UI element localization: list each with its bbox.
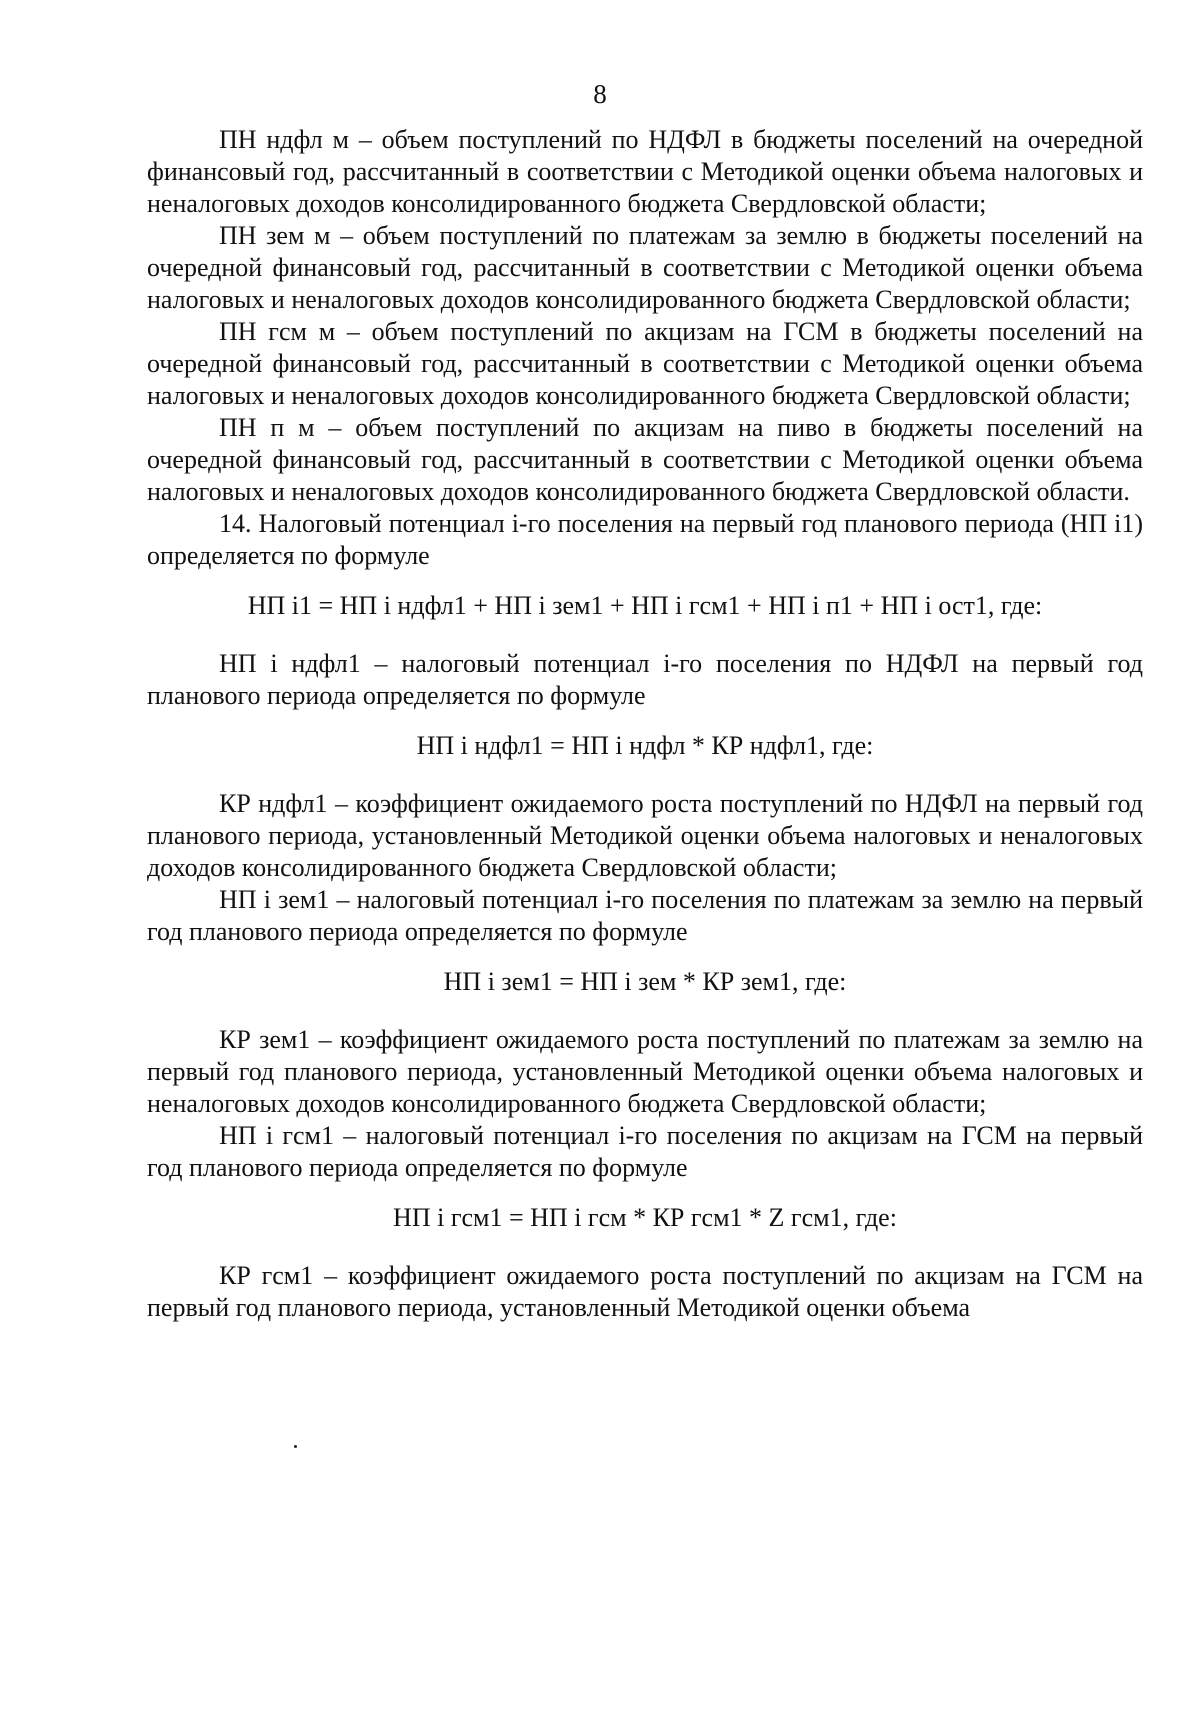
paragraph-kr-zem1: КР зем1 – коэффициент ожидаемого роста поступлений по платежам за землю на первый год планового периода, установленный Методикой оценки объема налоговых и неналоговых доходов консолидированного бюджета Свердловской области; xyxy=(147,1025,1143,1118)
formula-np-i1: НП i1 = НП i ндфл1 + НП i зем1 + НП i гсм1 + НП i п1 + НП i ост1, где: xyxy=(247,591,1043,620)
paragraph-kr-ndfl1: КР ндфл1 – коэффициент ожидаемого роста поступлений по НДФЛ на первый год планового периода, установленный Методикой оценки объема налоговых и неналоговых доходов консолидированного бюджета Свердловской области; xyxy=(147,789,1143,882)
page-number: 8 xyxy=(593,79,607,109)
formula-np-i-ndfl1: НП i ндфл1 = НП i ндфл * КР ндфл1, где: xyxy=(416,731,874,760)
paragraph-item-14: 14. Налоговый потенциал i-го поселения на первый год планового периода (НП i1) определяется по формуле xyxy=(147,509,1143,570)
paragraph-pn-ndfl: ПН ндфл м – объем поступлений по НДФЛ в бюджеты поселений на очередной финансовый год, рассчитанный в соответствии с Методикой оценки объема налоговых и неналоговых доходов консолидированного бюджета Свердловской области; xyxy=(147,125,1143,218)
scan-speck xyxy=(294,1445,297,1448)
paragraph-pn-pivo: ПН п м – объем поступлений по акцизам на пиво в бюджеты поселений на очередной финансовый год, рассчитанный в соответствии с Методикой оценки объема налоговых и неналоговых доходов консолидированного бюджета Свердловской области. xyxy=(147,413,1143,506)
paragraph-pn-gsm: ПН гсм м – объем поступлений по акцизам на ГСМ в бюджеты поселений на очередной финансовый год, рассчитанный в соответствии с Методикой оценки объема налоговых и неналоговых доходов консолидированного бюджета Свердловской области; xyxy=(147,317,1143,410)
formula-np-i-gsm1: НП i гсм1 = НП i гсм * КР гсм1 * Z гсм1, где: xyxy=(393,1203,897,1232)
document-body xyxy=(147,124,1143,1324)
formula-np-i-zem1: НП i зем1 = НП i зем * КР зем1, где: xyxy=(443,967,847,996)
paragraph-pn-zem: ПН зем м – объем поступлений по платежам за землю в бюджеты поселений на очередной финансовый год, рассчитанный в соответствии с Методикой оценки объема налоговых и неналоговых доходов консолидированного бюджета Свердловской области; xyxy=(147,221,1143,314)
paragraph-np-i-ndfl1: НП i ндфл1 – налоговый потенциал i-го поселения по НДФЛ на первый год планового периода определяется по формуле xyxy=(147,649,1143,710)
paragraph-kr-gsm1: КР гсм1 – коэффициент ожидаемого роста поступлений по акцизам на ГСМ на первый год планового периода, установленный Методикой оценки объема xyxy=(147,1261,1143,1322)
paragraph-np-i-gsm1: НП i гсм1 – налоговый потенциал i-го поселения по акцизам на ГСМ на первый год планового периода определяется по формуле xyxy=(147,1121,1143,1182)
paragraph-np-i-zem1: НП i зем1 – налоговый потенциал i-го поселения по платежам за землю на первый год планового периода определяется по формуле xyxy=(147,885,1143,946)
